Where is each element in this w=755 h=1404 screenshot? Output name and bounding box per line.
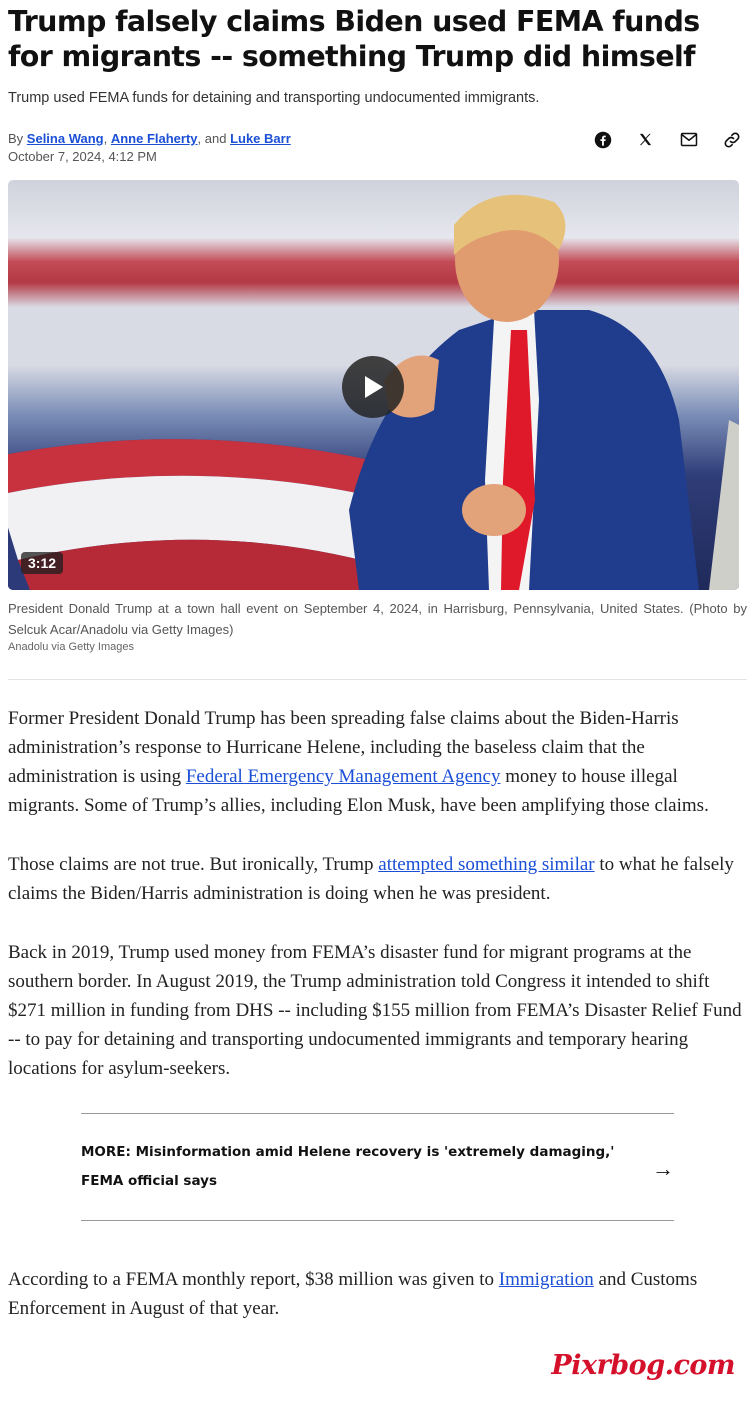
author-link-luke-barr[interactable]: Luke Barr	[230, 131, 291, 146]
byline-separator: ,	[103, 131, 111, 146]
divider	[8, 679, 747, 680]
watermark: Pixrbog.com	[551, 1350, 735, 1381]
related-story-title: MORE: Misinformation amid Helene recovery is 'extremely damaging,' FEMA official says	[81, 1144, 615, 1189]
text-run: and Customs Enforcement in August of that year.	[8, 1269, 698, 1319]
text-run: money to house illegal migrants. Some of Trump’s allies, including Elon Musk, have been amplifying those claims.	[8, 766, 709, 816]
video-player[interactable]	[8, 180, 739, 590]
body-paragraph	[8, 1265, 747, 1323]
play-button[interactable]	[342, 356, 404, 418]
body-paragraph	[8, 704, 747, 820]
link-immigration[interactable]: Immigration	[498, 1269, 594, 1290]
text-run: According to a FEMA monthly report, $38 million was given to	[8, 1269, 499, 1290]
facebook-icon[interactable]	[593, 130, 612, 149]
text-run: Former President Donald Trump has been spreading false claims about the Biden-Harris administration’s response to Hurricane Helene, including the baseless claim that the administration is using	[8, 708, 679, 787]
link-attempted-something-similar[interactable]: attempted something similar	[378, 854, 595, 875]
byline-row	[8, 130, 747, 174]
link-fema[interactable]: Federal Emergency Management Agency	[185, 766, 501, 787]
byline-prefix: By	[8, 131, 27, 146]
text-run: Those claims are not true. But ironically, Trump	[8, 854, 379, 875]
media-caption: President Donald Trump at a town hall event on September 4, 2024, in Harrisburg, Pennsylvania, United States. (Photo by Selcuk Acar/Anadolu via Getty Images)	[8, 601, 747, 637]
article-subhead: Trump used FEMA funds for detaining and transporting undocumented immigrants.	[8, 90, 540, 106]
body-paragraph: Back in 2019, Trump used money from FEMA’s disaster fund for migrant programs at the southern border. In August 2019, the Trump administration told Congress it intended to shift $271 million in funding from DHS -- including $155 million from FEMA’s Disaster Relief Fund -- to pay for detaining and transporting undocumented immigrants and temporary hearing locations for asylum-seekers.	[8, 942, 742, 1079]
arrow-right-icon: →	[652, 1156, 674, 1181]
author-link-anne-flaherty[interactable]: Anne Flaherty	[110, 131, 198, 146]
play-icon	[361, 374, 385, 400]
publish-date: October 7, 2024, 4:12 PM	[8, 149, 157, 164]
article-headline: Trump falsely claims Biden used FEMA funds for migrants -- something Trump did himself	[8, 5, 700, 73]
byline-separator: , and	[197, 131, 231, 146]
link-icon[interactable]	[722, 130, 741, 149]
mail-icon[interactable]	[679, 130, 698, 149]
video-duration: 3:12	[21, 552, 63, 574]
related-story-link[interactable]	[81, 1113, 674, 1221]
body-paragraph	[8, 850, 747, 908]
share-bar	[593, 130, 741, 149]
media-credit: Anadolu via Getty Images	[8, 641, 134, 653]
author-link-selina-wang[interactable]: Selina Wang	[26, 131, 104, 146]
text-run: to what he falsely claims the Biden/Harris administration is doing when he was president.	[8, 854, 734, 904]
x-icon[interactable]	[636, 130, 655, 149]
article-body	[8, 704, 747, 1323]
